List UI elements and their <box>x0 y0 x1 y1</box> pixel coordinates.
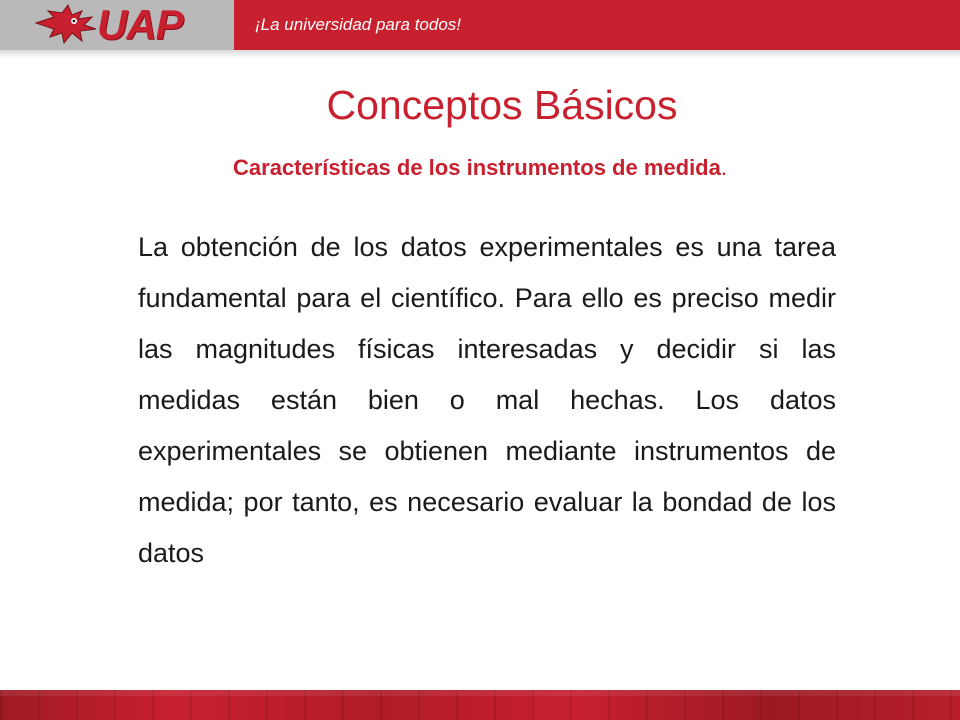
mascot-logo-icon <box>34 3 98 45</box>
header-shadow <box>0 50 960 58</box>
footer-highlight <box>0 690 960 696</box>
header-band <box>0 0 960 50</box>
subtitle-period: . <box>720 155 727 180</box>
slide-title: Conceptos Básicos <box>326 82 678 128</box>
subtitle-text: Características de los instrumentos de medida <box>233 155 721 180</box>
slogan: ¡La universidad para todos! <box>255 15 462 34</box>
slide-subtitle <box>0 154 960 182</box>
logo-block <box>0 0 234 50</box>
footer-band <box>0 690 960 720</box>
logo-wordmark: UAP <box>97 1 183 48</box>
body-paragraph: La obtención de los datos experimentales es una tarea fundamental para el científico. Para ello es preciso medir las magnitudes físicas interesadas y decidir si las medidas están bien o mal hechas. Los datos experimentales se obtienen mediante instrumentos de medida; por tanto, es necesario evaluar la bondad de los datos <box>138 232 836 568</box>
